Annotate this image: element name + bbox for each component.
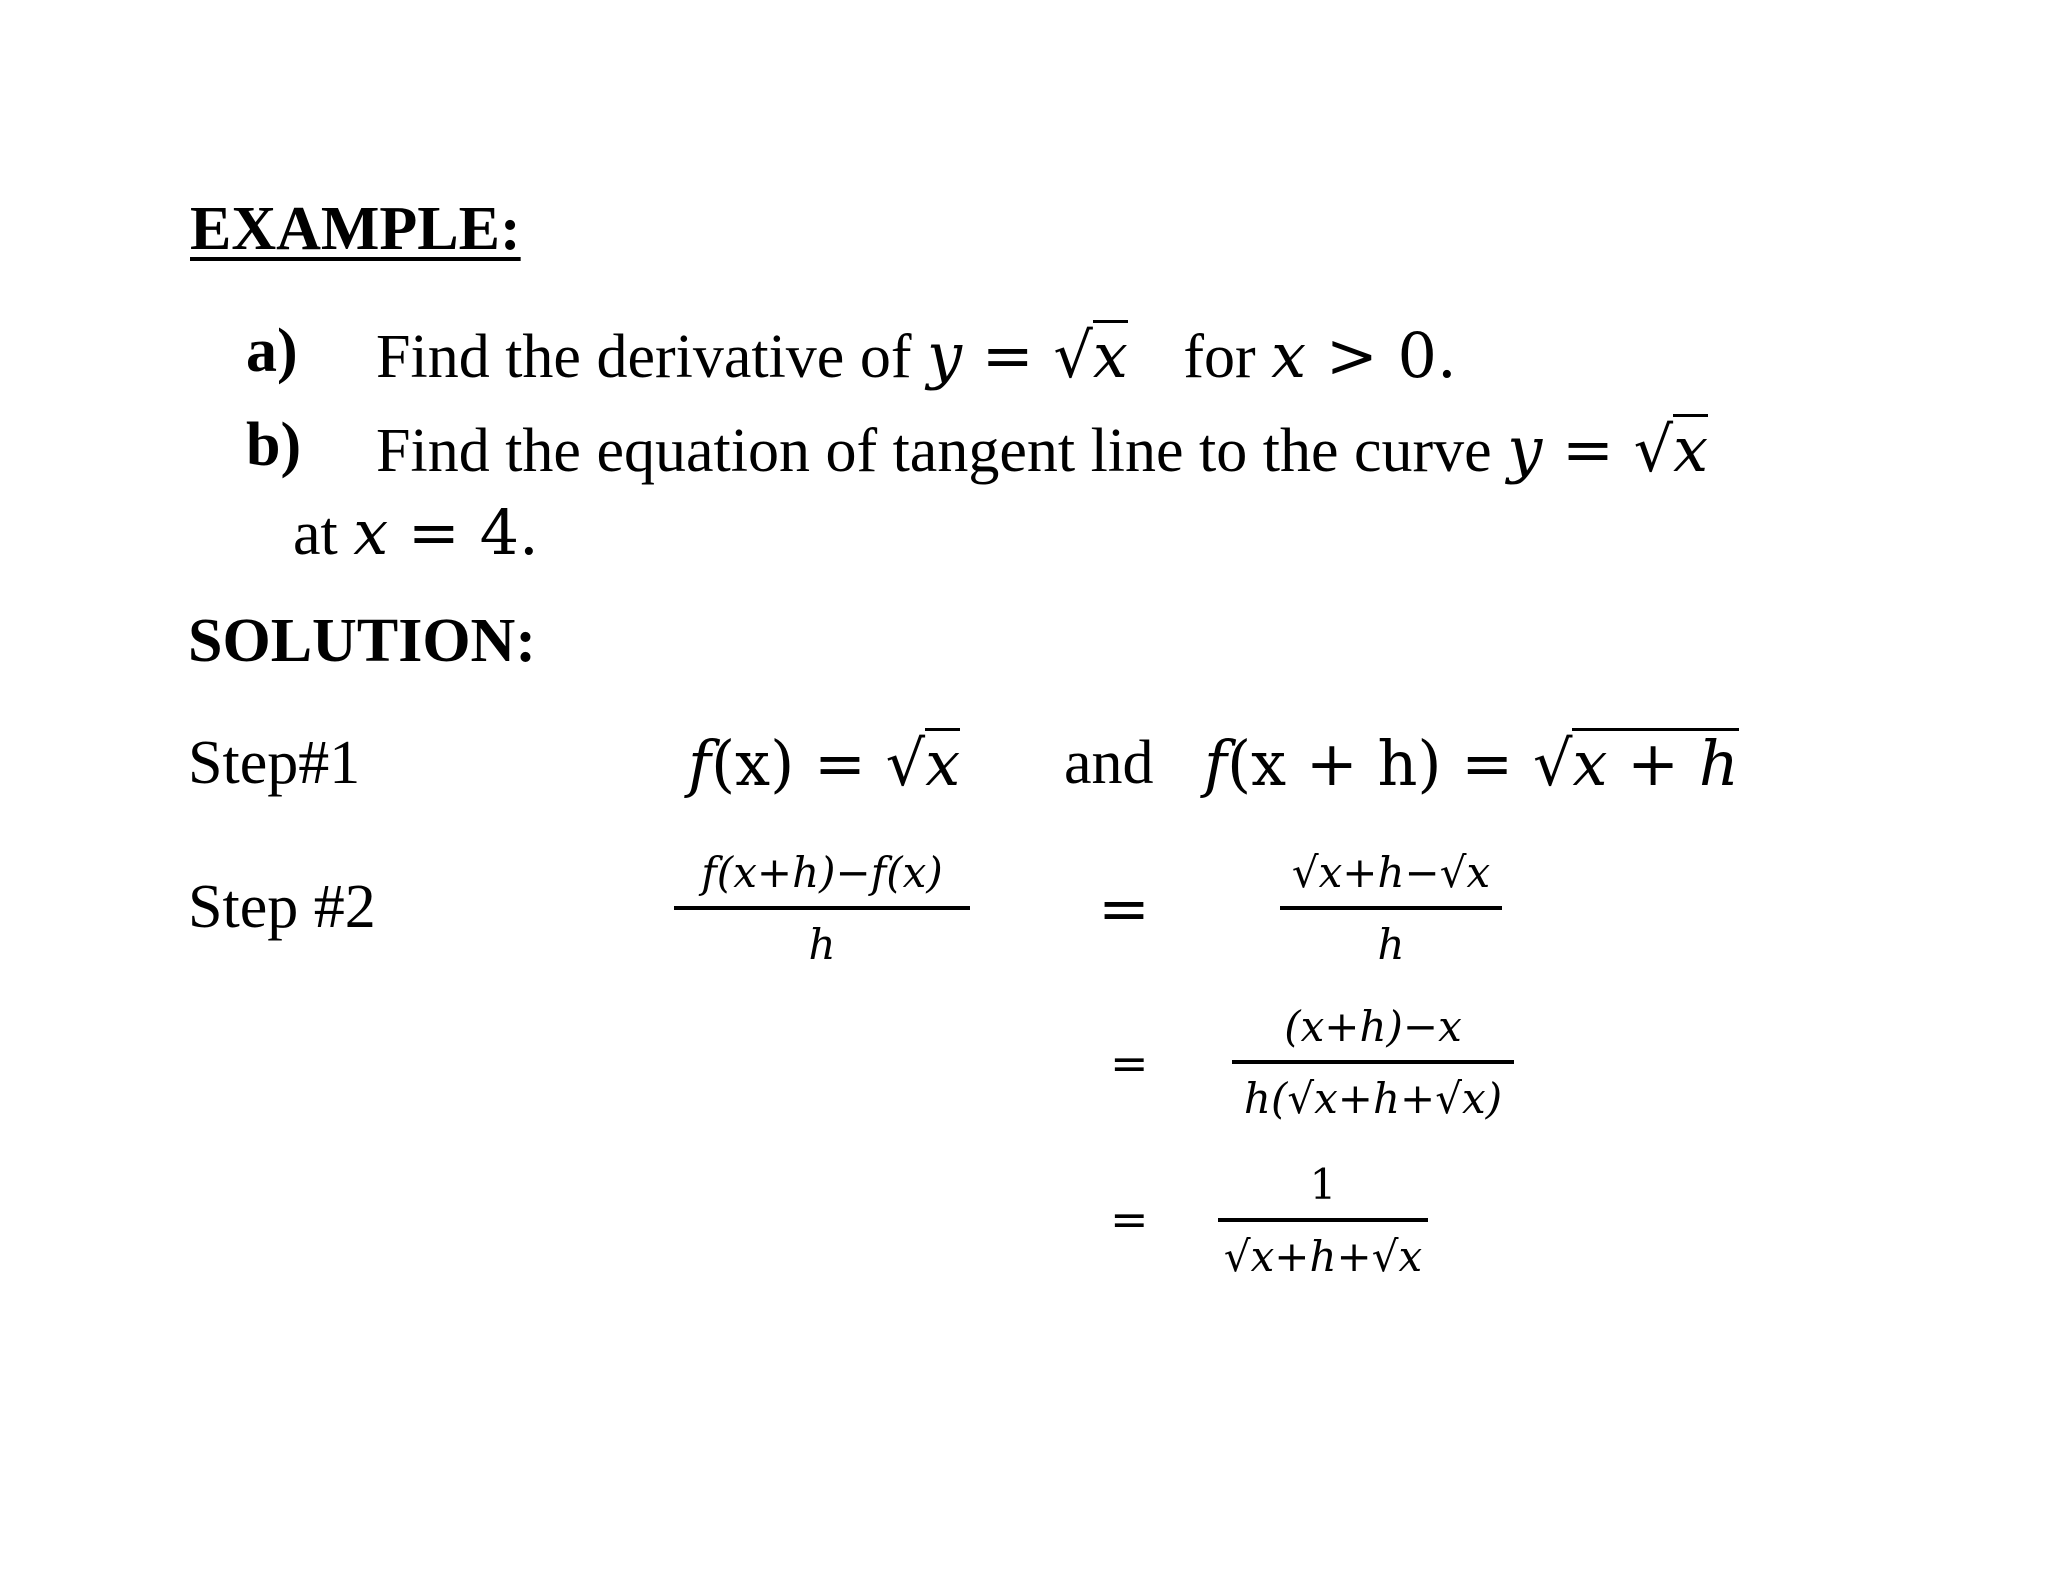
step2-equals-3: =	[1110, 1192, 1149, 1246]
step1-label: Step#1	[188, 729, 361, 797]
step1-rhs-f: f	[1204, 727, 1227, 800]
item-b-at: at	[293, 500, 338, 568]
step2-label: Step #2	[188, 873, 376, 941]
step1-lhs-args: (x) =	[710, 727, 886, 800]
item-a-marker: a)	[246, 317, 298, 385]
sqrt-argument: x + h	[1572, 727, 1739, 800]
sqrt-symbol: √	[1053, 319, 1093, 392]
fraction-denominator: h	[1377, 920, 1405, 969]
sqrt-argument: x	[925, 727, 961, 800]
fraction-numerator: (x+h)−x	[1284, 1002, 1462, 1051]
item-b-marker: b)	[246, 411, 302, 479]
fraction-denominator: h	[808, 920, 836, 969]
item-a-var: y	[926, 319, 963, 392]
item-a-sqrt	[1053, 319, 1128, 392]
item-a-text: Find the derivative of	[376, 323, 912, 391]
item-b-cont-var: x	[353, 496, 389, 569]
item-a-for: for	[1183, 323, 1256, 391]
step2-rhs-fraction-3	[1218, 1160, 1428, 1281]
example-heading: EXAMPLE:	[190, 195, 521, 263]
fraction-denominator: h(√x+h+√x)	[1243, 1074, 1503, 1123]
solution-heading: SOLUTION:	[188, 607, 536, 675]
fraction-numerator: f(x+h)−f(x)	[701, 848, 943, 897]
item-b-equals: =	[1542, 413, 1634, 486]
step1-rhs-args: (x + h) =	[1226, 727, 1533, 800]
item-b-var: y	[1507, 413, 1543, 486]
step1-connector: and	[1064, 729, 1154, 797]
sqrt-argument: x	[1673, 413, 1709, 486]
fraction-bar	[1218, 1218, 1428, 1222]
item-b-cont-tail: = 4.	[388, 496, 539, 569]
item-a-line	[376, 319, 1457, 392]
step1-rhs-sqrt	[1532, 727, 1739, 800]
step1-rhs	[1204, 727, 1739, 800]
step2-rhs-fraction-1	[1280, 848, 1502, 969]
fraction-bar	[674, 906, 970, 910]
step1-f: f	[688, 727, 711, 800]
item-a-cond: > 0.	[1306, 319, 1457, 392]
step2-equals-2: =	[1110, 1036, 1149, 1090]
fraction-bar	[1232, 1060, 1514, 1064]
sqrt-symbol: √	[1633, 413, 1674, 486]
sqrt-symbol: √	[885, 727, 926, 800]
item-b-sqrt	[1633, 413, 1709, 486]
item-b-continuation	[293, 496, 539, 569]
item-b-text: Find the equation of tangent line to the curve	[376, 417, 1492, 485]
step2-equals-1: =	[1098, 872, 1150, 945]
fraction-denominator: √x+h+√x	[1223, 1232, 1423, 1281]
fraction-numerator: √x+h−√x	[1291, 848, 1491, 897]
fraction-numerator: 1	[1309, 1160, 1337, 1209]
step1-lhs-sqrt	[885, 727, 961, 800]
item-a-cond-var: x	[1271, 319, 1307, 392]
sqrt-argument: x	[1092, 319, 1128, 392]
item-a-equals: =	[962, 319, 1054, 392]
step2-rhs-fraction-2	[1232, 1002, 1514, 1123]
fraction-bar	[1280, 906, 1502, 910]
sqrt-symbol: √	[1532, 727, 1573, 800]
step1-lhs	[688, 727, 961, 800]
step2-lhs-fraction	[674, 848, 970, 969]
item-b-line	[376, 413, 1709, 486]
